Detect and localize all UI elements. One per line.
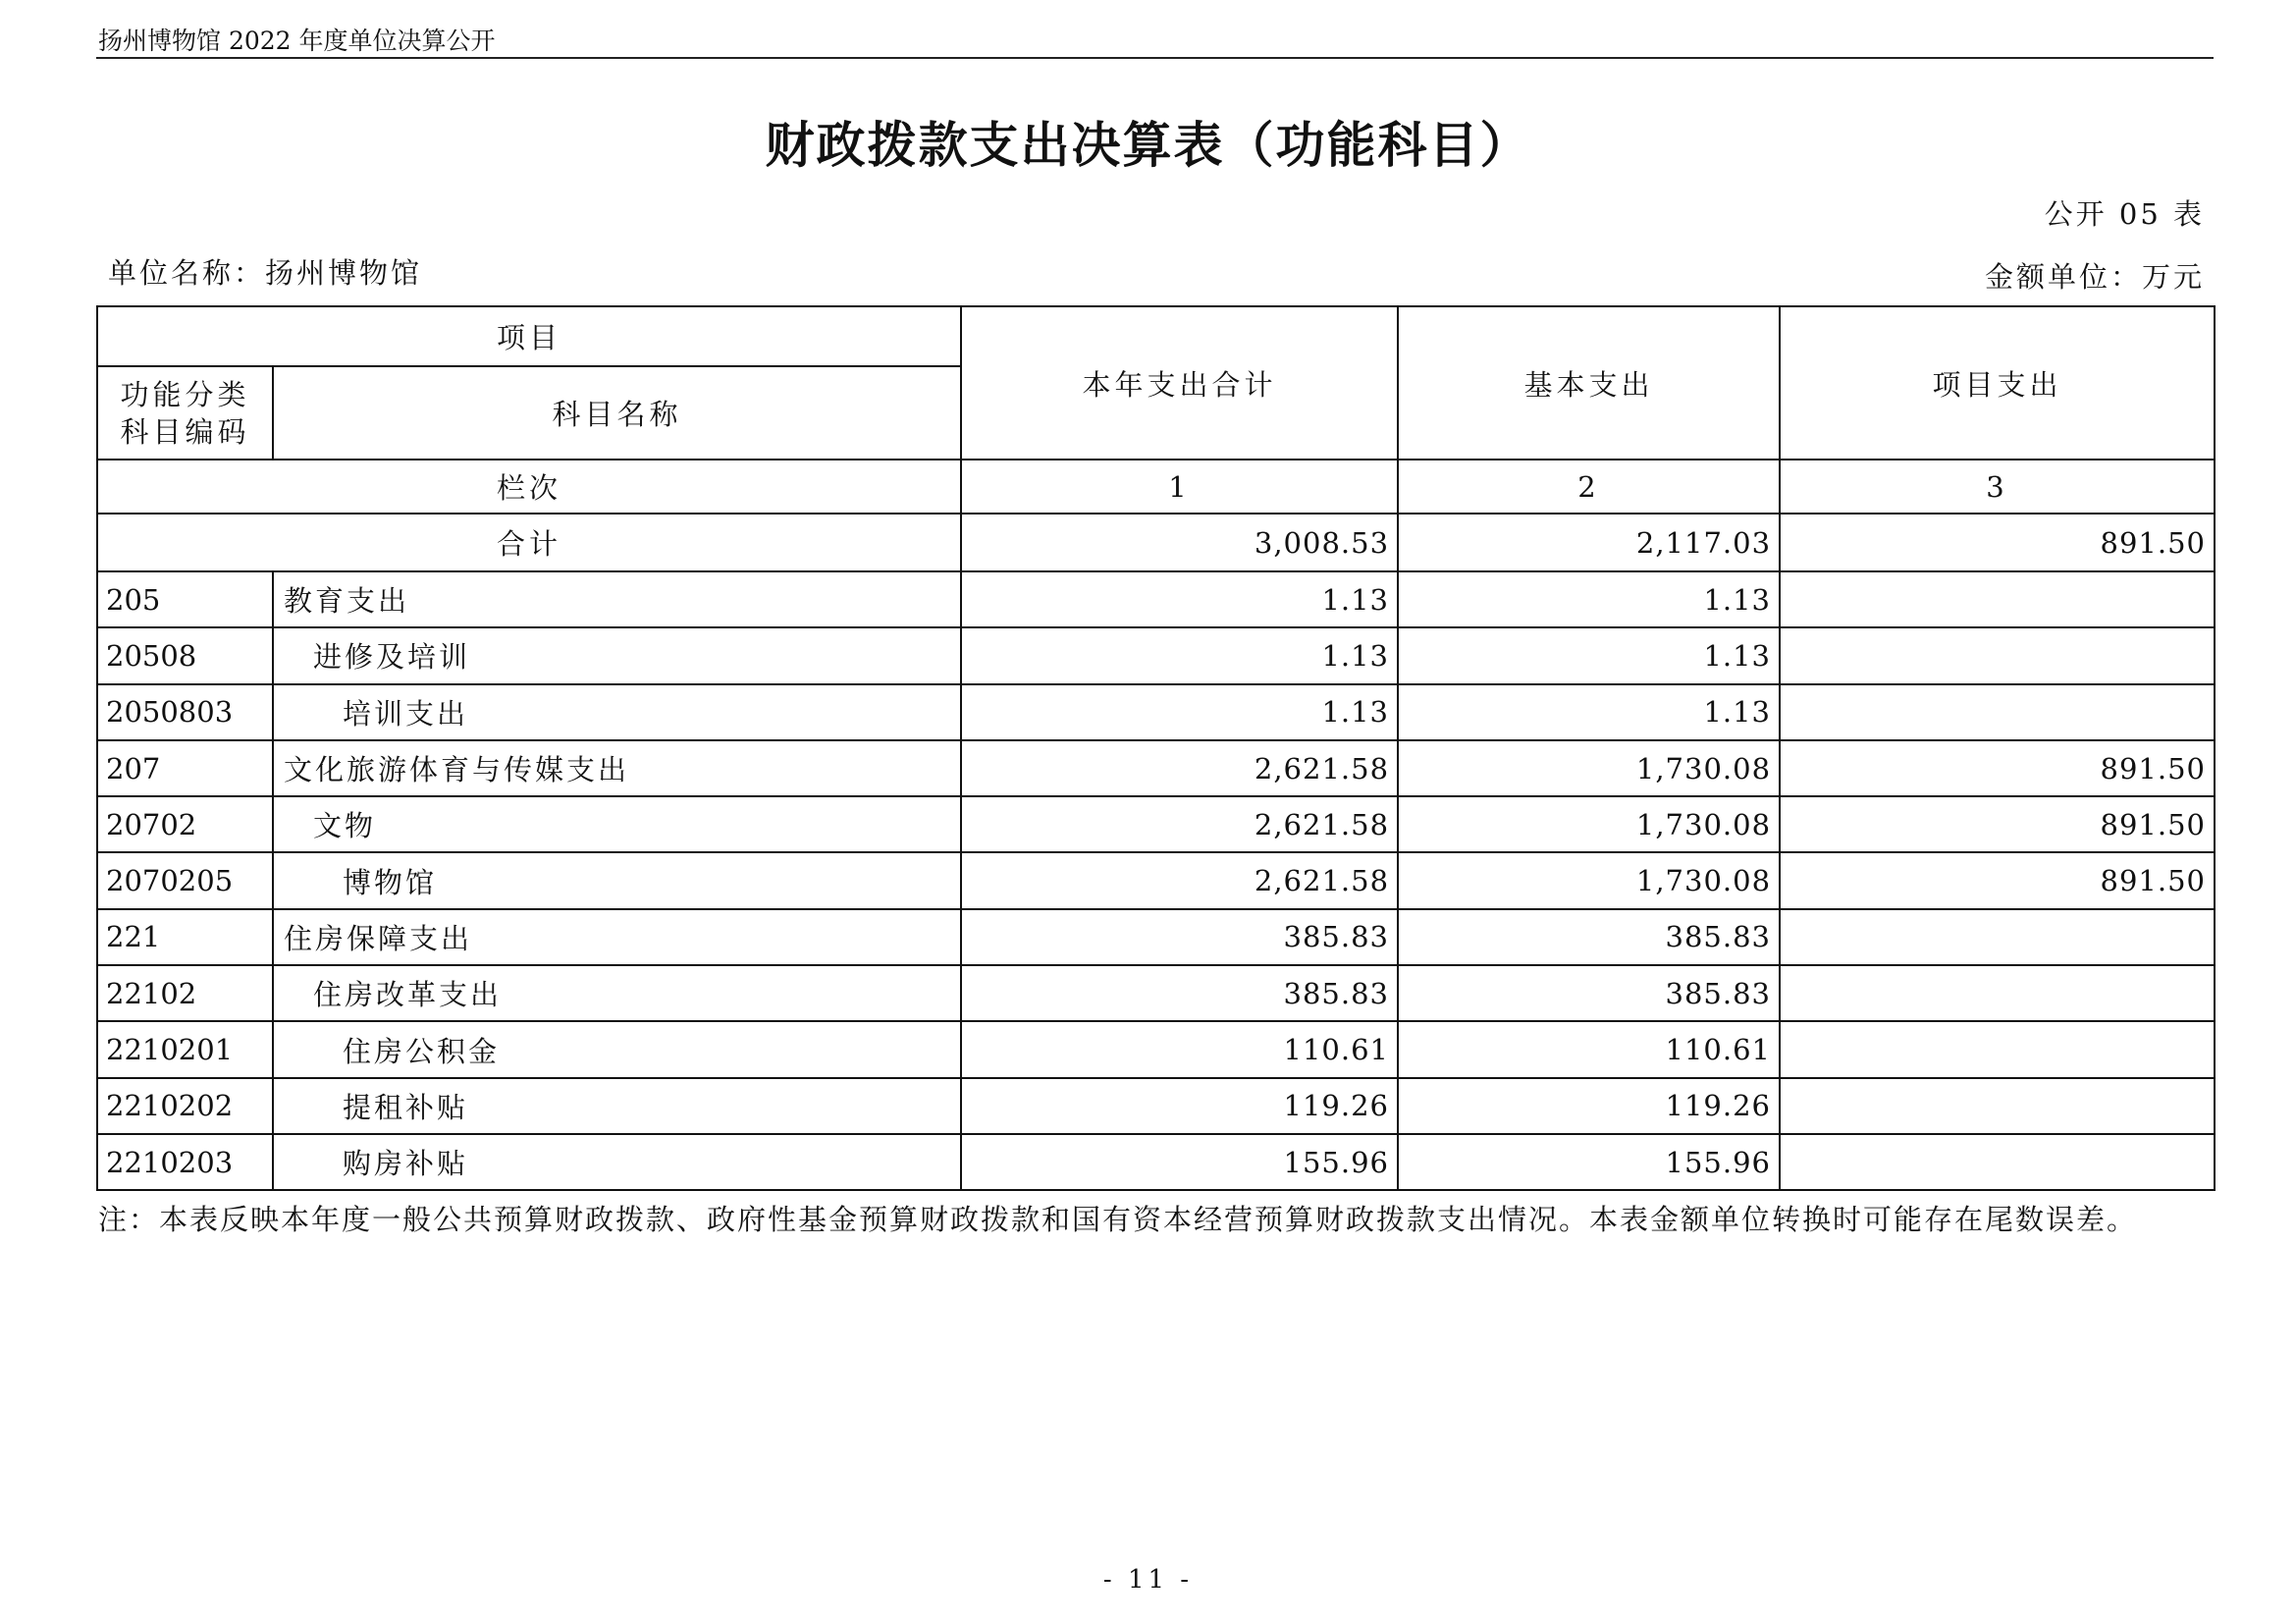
table-row [97,796,2215,852]
row-code: 20508 [97,627,273,683]
table-row [97,627,2215,683]
row-basic: 385.83 [1398,965,1780,1021]
page-title: 财政拨款支出决算表（功能科目） [765,117,1531,174]
column-index-2: 2 [1398,460,1780,514]
table-row [97,909,2215,965]
row-project [1780,1021,2215,1077]
row-code: 2050803 [97,684,273,740]
table-row [97,571,2215,627]
sum-total: 3,008.53 [961,514,1398,571]
row-basic: 1.13 [1398,627,1780,683]
row-total: 2,621.58 [961,852,1398,908]
amount-unit: 金额单位：万元 [1984,260,2205,294]
row-total: 155.96 [961,1134,1398,1190]
sum-basic: 2,117.03 [1398,514,1780,571]
row-name: 住房公积金 [273,1021,961,1077]
header-basic: 基本支出 [1398,306,1780,460]
row-project: 891.50 [1780,740,2215,796]
row-basic: 110.61 [1398,1021,1780,1077]
table-row [97,1078,2215,1134]
row-project [1780,909,2215,965]
row-basic: 119.26 [1398,1078,1780,1134]
column-index-1: 1 [961,460,1398,514]
sum-project: 891.50 [1780,514,2215,571]
row-code: 2210201 [97,1021,273,1077]
table-row [97,1021,2215,1077]
row-project [1780,1134,2215,1190]
row-total: 119.26 [961,1078,1398,1134]
running-header: 扬州博物馆 2022 年度单位决算公开 [98,27,496,55]
column-index-3: 3 [1780,460,2215,514]
row-code: 207 [97,740,273,796]
row-code: 22102 [97,965,273,1021]
unit-name: 单位名称：扬州博物馆 [108,256,423,290]
row-basic: 1,730.08 [1398,796,1780,852]
table-row [97,852,2215,908]
expenditure-table [96,305,2216,1191]
row-code: 2210202 [97,1078,273,1134]
row-basic: 155.96 [1398,1134,1780,1190]
row-name: 购房补贴 [273,1134,961,1190]
table-row [97,1134,2215,1190]
row-total: 110.61 [961,1021,1398,1077]
row-code: 2070205 [97,852,273,908]
header-project: 项目 [97,306,961,366]
row-name: 提租补贴 [273,1078,961,1134]
table-note: 注：本表反映本年度一般公共预算财政拨款、政府性基金预算财政拨款和国有资本经营预算财政拨款支出情况。本表金额单位转换时可能存在尾数误差。 [98,1203,2138,1236]
row-total: 1.13 [961,627,1398,683]
row-project [1780,1078,2215,1134]
sum-row [97,514,2215,571]
row-project [1780,627,2215,683]
row-total: 385.83 [961,909,1398,965]
row-basic: 1,730.08 [1398,740,1780,796]
column-index-label: 栏次 [97,460,961,514]
row-code: 20702 [97,796,273,852]
row-total: 1.13 [961,684,1398,740]
row-name: 文物 [273,796,961,852]
table-row [97,740,2215,796]
row-basic: 385.83 [1398,909,1780,965]
row-name: 文化旅游体育与传媒支出 [273,740,961,796]
form-number: 公开 05 表 [2044,197,2205,231]
row-name: 培训支出 [273,684,961,740]
column-index-row [97,460,2215,514]
page-number: - 11 - [1102,1565,1194,1595]
header-project-expense: 项目支出 [1780,306,2215,460]
row-total: 385.83 [961,965,1398,1021]
row-name: 住房保障支出 [273,909,961,965]
table-row [97,684,2215,740]
header-name: 科目名称 [273,366,961,460]
header-rule [96,57,2214,59]
row-project [1780,571,2215,627]
row-total: 2,621.58 [961,796,1398,852]
row-name: 教育支出 [273,571,961,627]
header-total: 本年支出合计 [961,306,1398,460]
header-code: 功能分类科目编码 [97,366,273,460]
row-basic: 1,730.08 [1398,852,1780,908]
row-total: 2,621.58 [961,740,1398,796]
row-total: 1.13 [961,571,1398,627]
row-project [1780,684,2215,740]
row-name: 进修及培训 [273,627,961,683]
row-name: 博物馆 [273,852,961,908]
row-project: 891.50 [1780,852,2215,908]
row-basic: 1.13 [1398,684,1780,740]
row-project: 891.50 [1780,796,2215,852]
table-row [97,965,2215,1021]
row-project [1780,965,2215,1021]
row-code: 2210203 [97,1134,273,1190]
sum-label: 合计 [97,514,961,571]
row-code: 205 [97,571,273,627]
row-name: 住房改革支出 [273,965,961,1021]
row-code: 221 [97,909,273,965]
header-row-1 [97,306,2215,366]
row-basic: 1.13 [1398,571,1780,627]
